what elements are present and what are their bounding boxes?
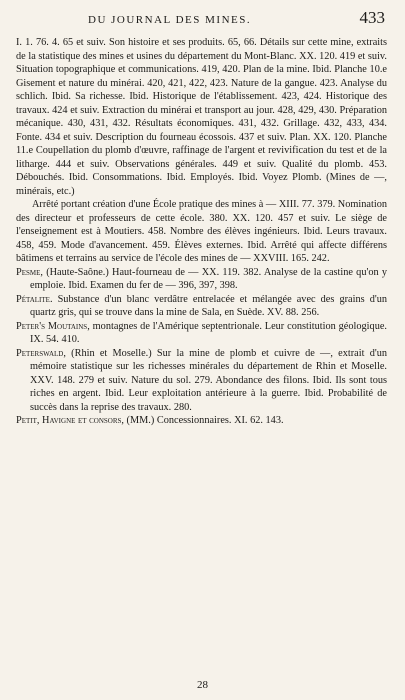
page-number: 433	[359, 8, 385, 27]
entry-text: . Substance d'un blanc verdâtre entrelacée et mélangée avec des grains d'un quartz gris, qui se trouve dans la mine de Sala, en Suède. XV. 88. 256.	[30, 293, 387, 318]
entry-text: , (Haute-Saône.) Haut-fourneau de — XX. 119. 382. Analyse de la castine qu'on y emploie. Ibid. Examen du fer de — 396, 397, 398.	[30, 266, 387, 291]
index-entries	[16, 36, 387, 428]
entry-text: , (MM.) Concessionnaires. XI. 62. 143.	[121, 415, 284, 426]
signature-mark: 28	[197, 679, 208, 691]
entry-text: , montagnes de l'Amérique septentrionale. Leur constitution géologique. IX. 54. 410.	[30, 320, 387, 345]
entry-heading: Pesme	[16, 266, 41, 278]
page-footer	[0, 679, 405, 691]
entry-peterswald	[16, 347, 387, 415]
entry-text: Arrêté portant création d'une École pratique des mines à — XIII. 77. 379. Nomination des directeur et professeurs de cette école. 380. XX. 120. 457 et suiv. Le siège de l'enseignement est à Moutiers. 458. Nombre des élèves ingénieurs. Ibid. Leurs travaux. 458, 459. Mode d'avancement. 459. Élèves externes. Ibid. Arrêté qui affecte différens bâtimens et terrains au service de l'école des mines de — XXVIII. 165. 242.	[16, 199, 387, 264]
entry-peters-moutains	[16, 320, 387, 347]
entry-pesme	[16, 266, 387, 293]
entry-heading: Peter's Moutains	[16, 320, 88, 332]
entry-text: I. 1. 76. 4. 65 et suiv. Son histoire et ses produits. 65, 66. Détails sur cette mine, extraits de la statistique des mines et usines du département du Mont-Blanc. XX. 120. 419 et suiv. Situation topographique et communications. 419, 420. Plan de la mine. Ibid. Planche 10.e Gisement et nature du minérai. 420, 421, 422, 423. Nature de la gangue. 423. Analyse du schlich. Ibid. Sa richesse. Ibid. Historique de l'établissement. 423, 424. Historique des travaux. 424 et suiv. Extraction du minérai et transport au jour. 428, 429, 430. Préparation mécanique. 430, 431, 432. Résultats économiques. 431, 432. Grillage. 432, 433, 434. Fonte. 434 et suiv. Description du fourneau écossois. 437 et suiv. Plan. XX. 120. Planche 11.e Coupellation du plomb d'œuvre, raffinage de l'argent et revivification du test et de la litharge. 444 et suiv. Observations générales. 449 et suiv. Qualité du plomb. 453. Débouchés. Ibid. Consommations. Ibid. Employés. Ibid. Voyez Plomb. (Mines de —, minérais, etc.)	[16, 37, 387, 197]
entry-petit-havigne	[16, 414, 387, 428]
entry-heading: Petit, Havigne et consors	[16, 415, 122, 426]
entry-continuation	[16, 36, 387, 198]
entry-heading: Pétalite	[16, 293, 50, 305]
entry-heading: Peterswald	[16, 347, 64, 359]
running-head: DU JOURNAL DES MINES.	[88, 14, 252, 26]
page-header	[16, 8, 387, 36]
entry-subparagraph	[16, 198, 387, 266]
entry-petalite	[16, 293, 387, 320]
entry-text: , (Rhin et Moselle.) Sur la mine de plomb et cuivre de —, extrait d'un mémoire statistique sur les richesses minérales du département de Rhin et Moselle. XXV. 148. 279 et suiv. Nature du sol. 279. Abondance des filons. Ibid. Ils sont tous riches en argent. Ibid. Leur exploitation antérieure à la guerre. Ibid. Probabilité de succès dans la reprise des travaux. 280.	[30, 347, 387, 413]
